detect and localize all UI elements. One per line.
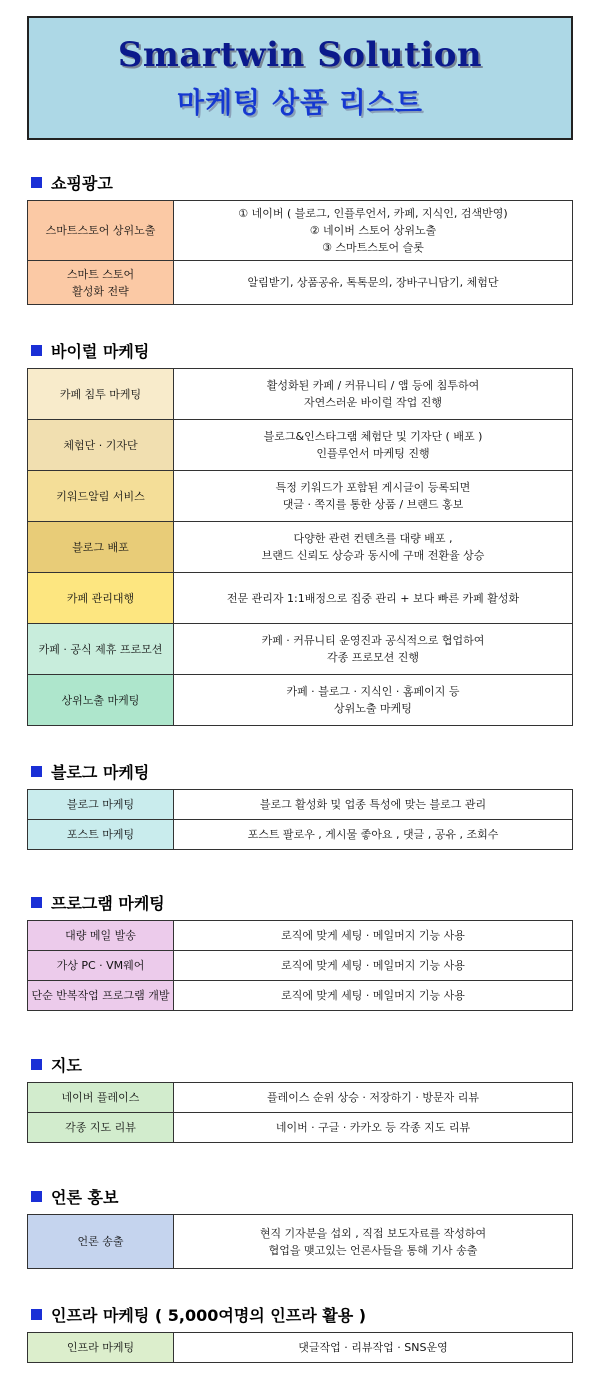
row-description: 네이버 · 구글 · 카카오 등 각종 지도 리뷰 xyxy=(174,1113,573,1143)
section-title: 쇼핑광고 xyxy=(51,173,113,193)
title-english: Smartwin Solution xyxy=(117,35,483,75)
table-row xyxy=(28,1083,573,1113)
row-description: 포스트 팔로우 , 게시물 좋아요 , 댓글 , 공유 , 조회수 xyxy=(174,820,573,850)
product-table xyxy=(27,1082,573,1143)
table-row xyxy=(28,624,573,675)
product-table xyxy=(27,920,573,1011)
table-row xyxy=(28,675,573,726)
bullet-square-icon xyxy=(31,177,42,188)
bullet-square-icon xyxy=(31,1191,42,1202)
product-table xyxy=(27,789,573,850)
row-description: 로직에 맞게 세팅 · 메일머지 기능 사용 xyxy=(174,981,573,1011)
table-row xyxy=(28,921,573,951)
section-program-marketing xyxy=(27,890,573,1011)
row-label: 네이버 플레이스 xyxy=(28,1083,174,1113)
row-description: 블로그 활성화 및 업종 특성에 맞는 블로그 관리 xyxy=(174,790,573,820)
section-title: 언론 홍보 xyxy=(51,1187,119,1207)
row-description: 댓글작업 · 리뷰작업 · SNS운영 xyxy=(174,1333,573,1363)
bullet-square-icon xyxy=(31,1059,42,1070)
table-row xyxy=(28,820,573,850)
row-label: 인프라 마케팅 xyxy=(28,1333,174,1363)
section-title: 지도 xyxy=(51,1055,82,1075)
table-row xyxy=(28,790,573,820)
bullet-square-icon xyxy=(31,897,42,908)
row-description: 전문 관리자 1:1배정으로 집중 관리 + 보다 빠른 카페 활성화 xyxy=(174,573,573,624)
table-row xyxy=(28,1215,573,1269)
row-label: 상위노출 마케팅 xyxy=(28,675,174,726)
section-viral-marketing xyxy=(27,338,573,726)
product-table xyxy=(27,1332,573,1363)
row-description: 블로그&인스타그램 체험단 및 기자단 ( 배포 ) 인플루언서 마케팅 진행 xyxy=(174,420,573,471)
row-label: 각종 지도 리뷰 xyxy=(28,1113,174,1143)
table-row xyxy=(28,201,573,261)
title-korean: 마케팅 상품 리스트 xyxy=(177,86,423,119)
section-title: 블로그 마케팅 xyxy=(51,762,150,782)
table-row xyxy=(28,522,573,573)
bullet-square-icon xyxy=(31,345,42,356)
section-blog-marketing xyxy=(27,759,573,850)
row-description: 현직 기자분을 섭외 , 직접 보도자료를 작성하여 협업을 맺고있는 언론사들을 통해 기사 송출 xyxy=(174,1215,573,1269)
section-shopping-ads xyxy=(27,170,573,305)
table-row xyxy=(28,261,573,305)
table-row xyxy=(28,951,573,981)
section-title: 바이럴 마케팅 xyxy=(51,341,150,361)
bullet-square-icon xyxy=(31,1309,42,1320)
row-description: 카페 · 커뮤니티 운영진과 공식적으로 협업하여 각종 프로모션 진행 xyxy=(174,624,573,675)
section-map xyxy=(27,1052,573,1143)
row-description: 플레이스 순위 상승 · 저장하기 · 방문자 리뷰 xyxy=(174,1083,573,1113)
product-table xyxy=(27,200,573,305)
row-description: 로직에 맞게 세팅 · 메일머지 기능 사용 xyxy=(174,921,573,951)
row-label: 대량 메일 발송 xyxy=(28,921,174,951)
table-row xyxy=(28,369,573,420)
row-description: ① 네이버 ( 블로그, 인플루언서, 카페, 지식인, 검색반영) ② 네이버 스토어 상위노출 ③ 스마트스토어 슬롯 xyxy=(174,201,573,261)
table-row xyxy=(28,981,573,1011)
table-row xyxy=(28,1333,573,1363)
table-row xyxy=(28,420,573,471)
row-label: 포스트 마케팅 xyxy=(28,820,174,850)
section-infra-marketing xyxy=(27,1302,573,1363)
row-label: 체험단 · 기자단 xyxy=(28,420,174,471)
row-label: 언론 송출 xyxy=(28,1215,174,1269)
header-banner xyxy=(27,16,573,140)
row-label: 키워드알림 서비스 xyxy=(28,471,174,522)
section-title: 프로그램 마케팅 xyxy=(51,893,165,913)
product-table xyxy=(27,368,573,726)
section-press-pr xyxy=(27,1184,573,1269)
table-row xyxy=(28,573,573,624)
table-row xyxy=(28,1113,573,1143)
row-description: 활성화된 카페 / 커뮤니티 / 앱 등에 침투하여 자연스러운 바이럴 작업 진행 xyxy=(174,369,573,420)
row-description: 특정 키워드가 포함된 게시글이 등록되면 댓글 · 쪽지를 통한 상품 / 브랜드 홍보 xyxy=(174,471,573,522)
row-description: 로직에 맞게 세팅 · 메일머지 기능 사용 xyxy=(174,951,573,981)
bullet-square-icon xyxy=(31,766,42,777)
row-label: 가상 PC · VM웨어 xyxy=(28,951,174,981)
row-description: 카페 · 블로그 · 지식인 · 홈페이지 등 상위노출 마케팅 xyxy=(174,675,573,726)
row-label: 블로그 마케팅 xyxy=(28,790,174,820)
row-description: 다양한 관련 컨텐츠를 대량 배포 , 브랜드 신뢰도 상승과 동시에 구매 전환율 상승 xyxy=(174,522,573,573)
row-label: 카페 관리대행 xyxy=(28,573,174,624)
row-label: 단순 반복작업 프로그램 개발 xyxy=(28,981,174,1011)
row-label: 블로그 배포 xyxy=(28,522,174,573)
product-table xyxy=(27,1214,573,1269)
table-row xyxy=(28,471,573,522)
row-label: 스마트스토어 상위노출 xyxy=(28,201,174,261)
row-label: 스마트 스토어 활성화 전략 xyxy=(28,261,174,305)
row-label: 카페 · 공식 제휴 프로모션 xyxy=(28,624,174,675)
section-title: 인프라 마케팅 ( 5,000여명의 인프라 활용 ) xyxy=(51,1305,367,1325)
row-description: 알림받기, 상품공유, 톡톡문의, 장바구니담기, 체험단 xyxy=(174,261,573,305)
row-label: 카페 침투 마케팅 xyxy=(28,369,174,420)
